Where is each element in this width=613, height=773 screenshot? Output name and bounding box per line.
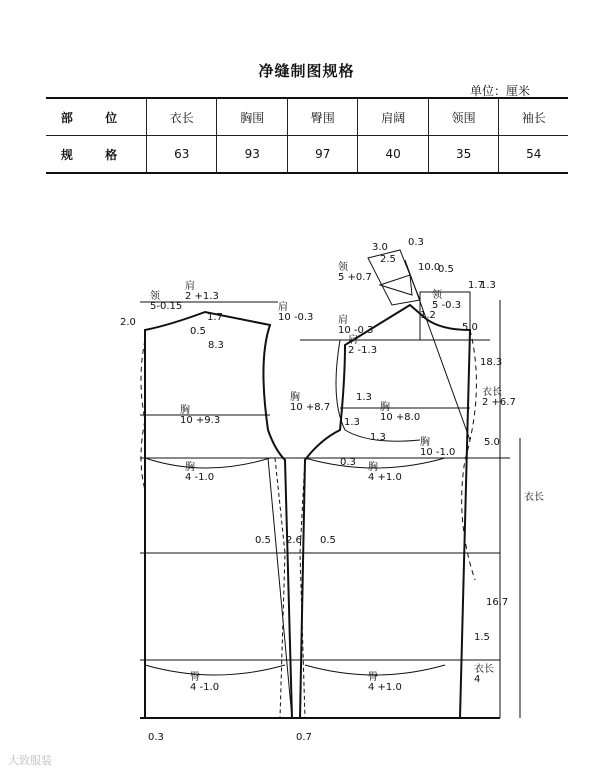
label-shoulder-back: 肩 2 +1.3 (185, 281, 219, 302)
label-d15: 1.5 (474, 632, 490, 643)
collar-small (380, 275, 412, 295)
label-d05c: 0.5 (320, 535, 336, 546)
value-cell: 63 (147, 136, 217, 174)
header-cell: 肩阔 (358, 98, 428, 136)
label-d13b: 1.3 (344, 417, 360, 428)
label-d05: 0.5 (190, 326, 206, 337)
label-chest-q-front: 胸 4 +1.0 (368, 462, 402, 483)
label-d13a: 1.3 (356, 392, 372, 403)
label-len-half: 衣长 2 +6.7 (482, 387, 516, 408)
label-chest-q-back: 胸 4 -1.0 (185, 462, 215, 483)
unit-label: 单位：厘米 (470, 84, 531, 98)
label-d167: 16.7 (486, 597, 509, 608)
header-cell: 袖长 (499, 98, 568, 136)
value-cell: 规 格 (46, 136, 147, 174)
label-d20: 2.0 (120, 317, 136, 328)
value-cell: 97 (287, 136, 357, 174)
label-chest-back: 胸 10 +9.3 (180, 405, 221, 426)
label-d03c: 0.3 (408, 237, 424, 248)
side-seam-front (300, 458, 305, 718)
label-d30: 3.0 (372, 242, 388, 253)
label-shoulder-f2: 肩 2 -1.3 (348, 335, 378, 356)
label-d50b: 5.0 (484, 437, 500, 448)
label-d05b: 0.5 (255, 535, 271, 546)
label-hip-front: 臀 4 +1.0 (368, 672, 402, 693)
label-neck-front: 领 5 +0.7 (338, 262, 372, 283)
value-cell: 40 (358, 136, 428, 174)
label-len-q: 衣长 4 (474, 664, 494, 685)
label-d100: 10.0 (418, 262, 441, 273)
header-cell: 胸围 (217, 98, 287, 136)
header-cell: 衣长 (147, 98, 217, 136)
label-d13c: 1.3 (370, 432, 386, 443)
label-chest-f10: 胸 10 -1.0 (420, 437, 456, 458)
label-d50: 5.0 (462, 322, 478, 333)
front-outline (300, 305, 470, 718)
label-neck-f3: 领 5 -0.3 (432, 290, 462, 311)
label-d17b: 1.7 (468, 280, 484, 291)
label-d83: 8.3 (208, 340, 224, 351)
hip-arc-back (145, 665, 285, 675)
label-yichang: 衣长 (524, 492, 544, 503)
label-neck-w: 领 5-0.15 (150, 291, 183, 312)
value-cell: 54 (499, 136, 568, 174)
label-d03a: 0.3 (148, 732, 164, 743)
label-d05d: 0.5 (438, 264, 454, 275)
back-outline (145, 312, 292, 718)
label-d26: 2.6 (286, 535, 302, 546)
header-cell: 部 位 (46, 98, 147, 136)
header-cell: 臀围 (287, 98, 357, 136)
label-d183: 18.3 (480, 357, 503, 368)
label-d12: 1.2 (420, 310, 436, 321)
label-d25: 2.5 (380, 254, 396, 265)
label-d17: 1.7 (207, 312, 223, 323)
value-cell: 35 (428, 136, 498, 174)
chest-arc-back (145, 458, 270, 468)
value-cell: 93 (217, 136, 287, 174)
label-d13e: 1.3 (480, 280, 496, 291)
page-title: 净缝制图规格 (258, 62, 355, 80)
label-chest-f8: 胸 10 +8.0 (380, 402, 421, 423)
label-hip-back: 臀 4 -1.0 (190, 672, 220, 693)
watermark: 大致服装 (8, 754, 52, 767)
header-cell: 领围 (428, 98, 498, 136)
label-shoulder-front-v: 肩 10 -0.3 (278, 302, 314, 323)
label-shoulder-f: 肩 10 -0.3 (338, 315, 374, 336)
label-d07: 0.7 (296, 732, 312, 743)
label-chest-mid: 胸 10 +8.7 (290, 392, 331, 413)
label-d03b: 0.3 (340, 457, 356, 468)
